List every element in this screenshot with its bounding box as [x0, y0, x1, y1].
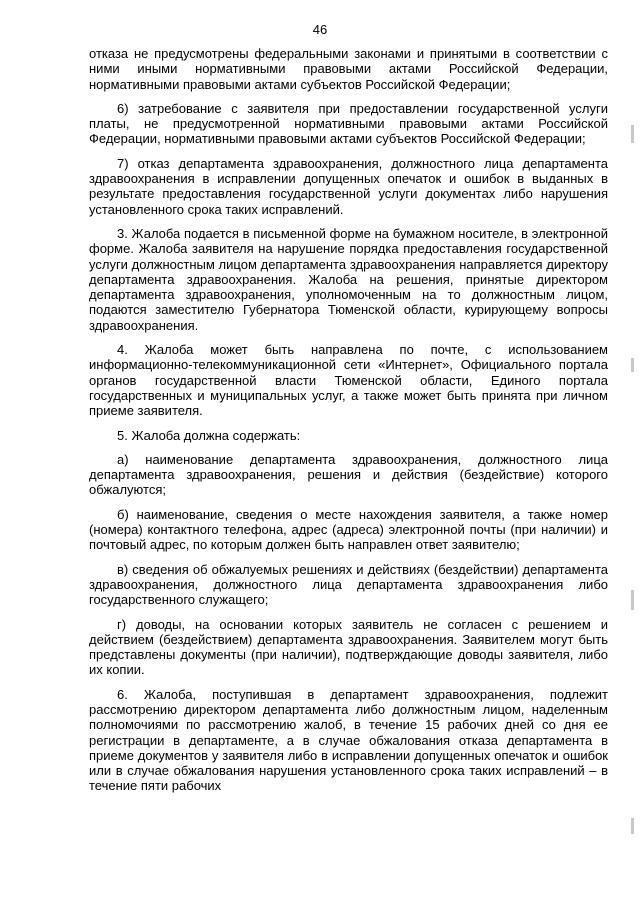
page-number: 46 — [312, 22, 328, 37]
paragraph-item-7: 7) отказ департамента здравоохранения, должностного лица департамента здравоохранения в исправлении допущенных опечаток и ошибок в выданных в результате предоставления государственной услуги документах либо нарушения установленного срока таких исправлений. — [89, 155, 608, 217]
paragraph-clause-6: 6. Жалоба, поступившая в департамент здравоохранения, подлежит рассмотрению директором департамента либо должностным лицом, наделенным полномочиями по рассмотрению жалоб, в течение 15 рабочих дней со дня ее регистрации в департаменте, а в случае обжалования отказа департамента в приеме документов у заявителя либо в исправлении допущенных опечаток и ошибок или в случае обжалования нарушения установленного срока таких исправлений – в течение пяти рабочих — [89, 686, 608, 794]
scan-edge-mark — [631, 125, 634, 143]
scan-edge-mark — [631, 818, 634, 834]
paragraph-clause-3: 3. Жалоба подается в письменной форме на бумажном носителе, в электронной форме. Жалоба заявителя на нарушение порядка предоставления государственной услуги должностным лицом департамента здравоохранения направляется директору департамента здравоохранения. Жалоба на решения, принятые директором департамента здравоохранения, уполномоченным на то должностным лицом, подаются заместителю Губернатора Тюменской области, курирующему вопросы здравоохранения. — [89, 225, 608, 333]
document-body — [89, 46, 608, 794]
scan-edge-mark — [631, 590, 634, 610]
scan-edge-mark — [631, 358, 634, 372]
paragraph-item-b: б) наименование, сведения о месте нахождения заявителя, а также номер (номера) контактного телефона, адрес (адреса) электронной почты (при наличии) и почтовый адрес, по которым должен быть направлен ответ заявителю; — [89, 506, 608, 553]
paragraph-clause-5: 5. Жалоба должна содержать: — [117, 427, 301, 443]
paragraph-item-g: г) доводы, на основании которых заявитель не согласен с решением и действием (бездействием) департамента здравоохранения. Заявителем могут быть представлены документы (при наличии), подтверждающие доводы заявителя, либо их копии. — [89, 616, 608, 678]
paragraph-item-a: а) наименование департамента здравоохранения, должностного лица департамента здравоохранения, решения и действия (бездействие) которого обжалуются; — [89, 451, 608, 498]
paragraph-item-6: 6) затребование с заявителя при предоставлении государственной услуги платы, не предусмотренной нормативными правовыми актами Российской Федерации, нормативными правовыми актами субъектов Российской Федерации; — [89, 100, 608, 147]
paragraph-clause-4: 4. Жалоба может быть направлена по почте, с использованием информационно-телекоммуникационной сети «Интернет», Официального портала органов государственной власти Тюменской области, Единого портала государственных и муниципальных услуг, а также может быть принята при личном приеме заявителя. — [89, 342, 608, 419]
paragraph-item-v: в) сведения об обжалуемых решениях и действиях (бездействии) департамента здравоохранения, должностного лица департамента здравоохранения либо государственного служащего; — [89, 561, 608, 608]
paragraph-continuation: отказа не предусмотрены федеральными законами и принятыми в соответствии с ними иными нормативными правовыми актами Российской Федерации, нормативными правовыми актами субъектов Российской Федерации; — [89, 46, 608, 92]
